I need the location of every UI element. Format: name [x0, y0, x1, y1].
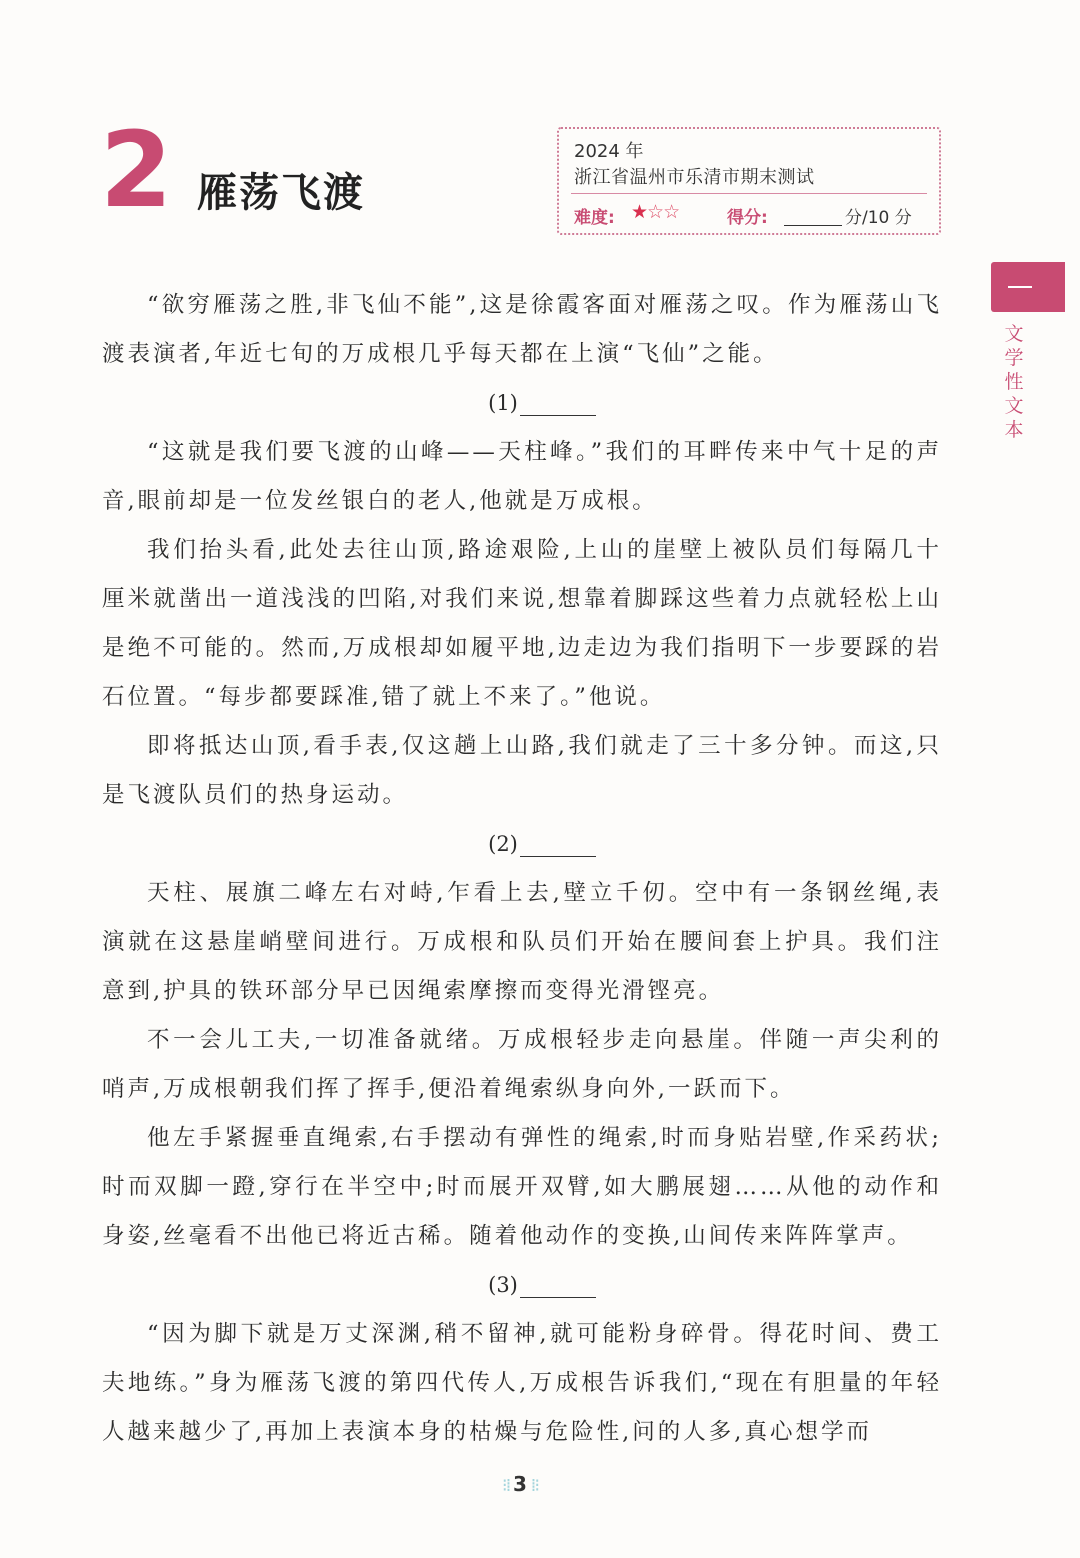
left-ornament-icon: ⁝⁞ [501, 1475, 514, 1496]
star-filled-icon: ★ [631, 201, 648, 223]
chapter-label: 文学性文本 [1004, 323, 1024, 441]
section-heading-blank[interactable] [520, 415, 596, 416]
exam-year: 2024 年 [574, 141, 644, 162]
star-empty-icon: ☆ [647, 201, 664, 223]
section-number: (1) [488, 391, 518, 415]
lesson-number: 2 [100, 109, 173, 231]
page-number: 3 [513, 1472, 527, 1496]
score-label: 得分: [727, 208, 768, 228]
section-number: (2) [488, 832, 518, 856]
section-marker [102, 379, 942, 428]
section-marker [102, 1261, 942, 1310]
section-heading-blank[interactable] [520, 1297, 596, 1298]
exam-source: 浙江省温州市乐清市期末测试 [574, 167, 815, 188]
section-heading-blank[interactable] [520, 856, 596, 857]
right-ornament-icon: ⁞⁝ [526, 1475, 539, 1496]
paragraph: “欲穷雁荡之胜,非飞仙不能”,这是徐霞客面对雁荡之叹。作为雁荡山飞渡表演者,年近七旬的万成根几乎每天都在上演“飞仙”之能。 [102, 292, 942, 367]
difficulty-stars [631, 201, 679, 223]
score-blank[interactable] [784, 225, 842, 226]
article-body [102, 281, 942, 1457]
paragraph: “因为脚下就是万丈深渊,稍不留神,就可能粉身碎骨。得花时间、费工夫地练。”身为雁荡飞渡的第四代传人,万成根告诉我们,“现在有胆量的年轻人越来越少了,再加上表演本身的枯燥与危险性,问的人多,真心想学而 [102, 1321, 942, 1445]
paragraph: 我们抬头看,此处去往山顶,路途艰险,上山的崖壁上被队员们每隔几十厘米就凿出一道浅浅的凹陷,对我们来说,想靠着脚踩这些着力点就轻松上山是绝不可能的。然而,万成根却如履平地,边走边为我们指明下一步要踩的岩石位置。“每步都要踩准,错了就上不来了。”他说。 [102, 537, 942, 710]
paragraph: 不一会儿工夫,一切准备就绪。万成根轻步走向悬崖。伴随一声尖利的哨声,万成根朝我们挥了挥手,便沿着绳索纵身向外,一跃而下。 [102, 1027, 942, 1102]
exam-info-box [557, 127, 941, 235]
paragraph: 他左手紧握垂直绳索,右手摆动有弹性的绳索,时而身贴岩壁,作采药状;时而双脚一蹬,穿行在半空中;时而展开双臂,如大鹏展翅……从他的动作和身姿,丝毫看不出他已将近古稀。随着他动作的变换,山间传来阵阵掌声。 [102, 1125, 942, 1249]
page-number-footer [0, 1472, 1040, 1496]
score-suffix: 分/10 分 [845, 208, 912, 228]
paragraph: “这就是我们要飞渡的山峰——天柱峰。”我们的耳畔传来中气十足的声音,眼前却是一位发丝银白的老人,他就是万成根。 [102, 439, 942, 514]
star-empty-icon: ☆ [663, 201, 680, 223]
info-divider [571, 193, 927, 194]
paragraph: 即将抵达山顶,看手表,仅这趟上山路,我们就走了三十多分钟。而这,只是飞渡队员们的热身运动。 [102, 733, 942, 808]
lesson-title: 雁荡飞渡 [197, 170, 365, 216]
chapter-tab [991, 262, 1065, 312]
paragraph: 天柱、展旗二峰左右对峙,乍看上去,壁立千仞。空中有一条钢丝绳,表演就在这悬崖峭壁间进行。万成根和队员们开始在腰间套上护具。我们注意到,护具的铁环部分早已因绳索摩擦而变得光滑铿亮。 [102, 880, 942, 1004]
section-marker [102, 820, 942, 869]
section-number: (3) [488, 1273, 518, 1297]
difficulty-label: 难度: [574, 208, 615, 228]
chapter-number [1008, 286, 1032, 288]
